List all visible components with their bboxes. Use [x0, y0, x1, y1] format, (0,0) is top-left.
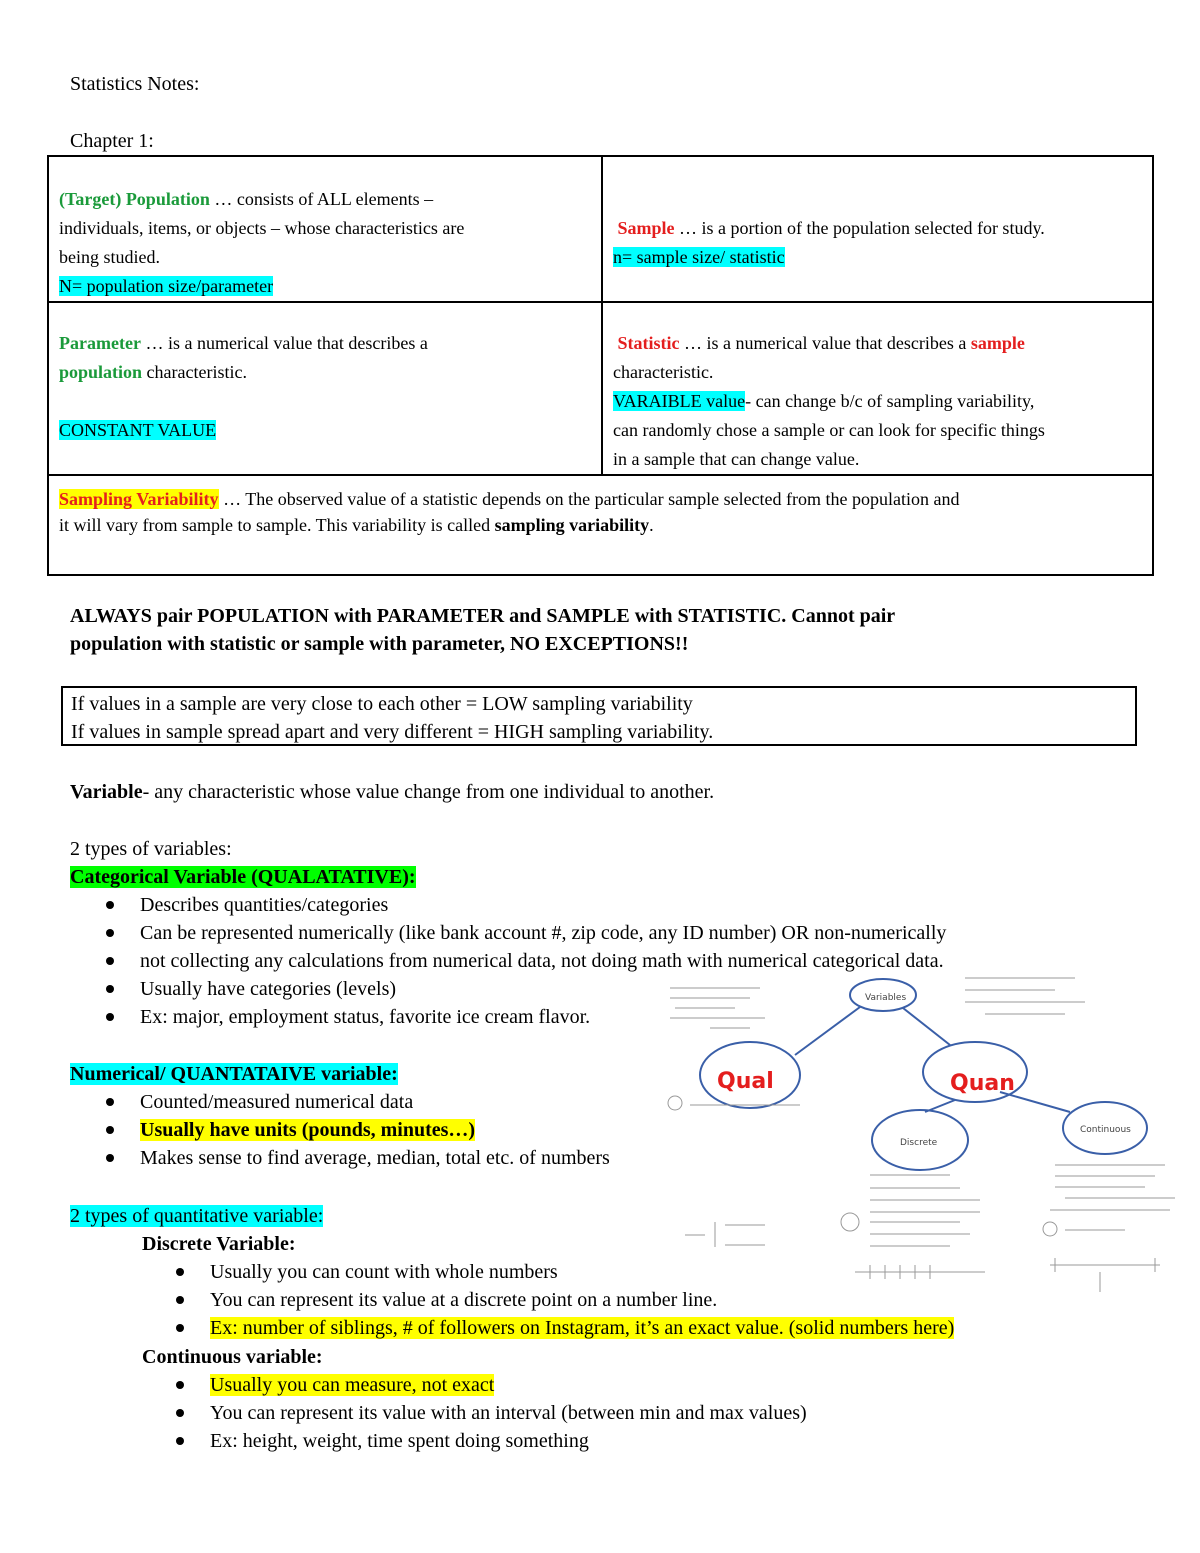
- list-item: You can represent its value with an interval (between min and max values): [140, 1399, 1140, 1427]
- highlighted-item: Ex: number of siblings, # of followers on Instagram, it’s an exact value. (solid numbers here): [210, 1317, 955, 1339]
- list-item: Usually have categories (levels): [70, 975, 1170, 1003]
- list-item: Can be represented numerically (like bank account #, zip code, any ID number) OR non-numerically: [70, 919, 1170, 947]
- variable-definition: [70, 778, 714, 806]
- quant-types-heading: [70, 1202, 323, 1230]
- sampling-variability-term: Sampling Variability: [59, 489, 219, 509]
- numerical-list: [70, 1088, 710, 1172]
- always-line-1: ALWAYS pair POPULATION with PARAMETER and SAMPLE with STATISTIC. Cannot pair: [70, 605, 896, 627]
- highlighted-item: Usually have units (pounds, minutes…): [140, 1119, 476, 1141]
- qual-label: Qual: [717, 1069, 774, 1094]
- types-heading: 2 types of variables:: [70, 838, 232, 860]
- sv-end: .: [649, 515, 654, 535]
- population-cell: [48, 156, 602, 302]
- numerical-heading-text: Numerical/ QUANTATAIVE variable:: [70, 1063, 398, 1085]
- parameter-term: Parameter: [59, 333, 141, 353]
- list-item: Describes quantities/categories: [70, 891, 1170, 919]
- list-item: not collecting any calculations from numerical data, not doing math with numerical categorical data.: [70, 947, 1170, 975]
- variable-value: VARAIBLE value: [613, 391, 746, 411]
- box-line-1: If values in a sample are very close to each other = LOW sampling variability: [71, 693, 693, 715]
- constant-value: CONSTANT VALUE: [59, 420, 217, 440]
- categorical-heading-text: Categorical Variable (QUALATATIVE):: [70, 866, 416, 888]
- continuous-list: [140, 1371, 1140, 1455]
- always-pair-note: [70, 602, 895, 658]
- variable-types-diagram: [655, 960, 1200, 1320]
- statistic-def-2: characteristic.: [613, 362, 714, 382]
- sample-def: … is a portion of the population selected for study.: [674, 218, 1045, 238]
- parameter-def: … is a numerical value that describes a: [140, 333, 428, 353]
- sample-size: n= sample size/ statistic: [613, 247, 785, 267]
- sampling-variability-cell: [48, 475, 1153, 575]
- quant-types-text: 2 types of quantitative variable:: [70, 1205, 324, 1227]
- population-size: N= population size/parameter: [59, 276, 274, 296]
- sample-cell: [602, 156, 1153, 302]
- variable-value-rest: - can change b/c of sampling variability,: [745, 391, 1035, 411]
- variable-def: - any characteristic whose value change from one individual to another.: [142, 781, 715, 803]
- root-label: Variables: [865, 993, 907, 1003]
- discrete-label: Discrete: [900, 1138, 938, 1148]
- definitions-table: [47, 155, 1154, 576]
- variable-line-3: in a sample that can change value.: [613, 449, 860, 469]
- highlighted-item: Usually you can measure, not exact: [210, 1374, 495, 1396]
- chapter-heading: Chapter 1:: [70, 130, 154, 152]
- statistic-def: … is a numerical value that describes a: [679, 333, 971, 353]
- parameter-population-word: population: [59, 362, 143, 382]
- sv-def: … The observed value of a statistic depends on the particular sample selected from the population and: [218, 489, 960, 509]
- statistic-term: Statistic: [617, 333, 680, 353]
- population-def-3: being studied.: [59, 247, 160, 267]
- population-def: … consists of ALL elements –: [209, 189, 434, 209]
- variable-line-2: can randomly chose a sample or can look for specific things: [613, 420, 1045, 440]
- sketch-notes-icon: [668, 978, 1175, 1292]
- edge-discrete: [925, 1100, 955, 1112]
- list-item: You can represent its value at a discrete point on a number line.: [140, 1286, 1140, 1314]
- list-item: [70, 1116, 710, 1144]
- categorical-heading: [70, 863, 416, 891]
- sv-def-2: it will vary from sample to sample. This variability is called: [59, 515, 495, 535]
- statistic-sample-word: sample: [970, 333, 1025, 353]
- variable-term: Variable: [70, 781, 143, 803]
- continuous-label: Continuous: [1080, 1125, 1131, 1135]
- variability-box: [61, 686, 1137, 746]
- list-item: Ex: height, weight, time spent doing something: [140, 1427, 1140, 1455]
- numerical-heading: [70, 1060, 398, 1088]
- edge-quan: [903, 1008, 950, 1045]
- list-item: Usually you can count with whole numbers: [140, 1258, 1140, 1286]
- population-term: (Target) Population: [59, 189, 210, 209]
- list-item: Ex: major, employment status, favorite ice cream flavor.: [70, 1003, 1170, 1031]
- sv-bold: sampling variability: [494, 515, 650, 535]
- continuous-heading: Continuous variable:: [142, 1346, 323, 1368]
- parameter-cell: [48, 302, 602, 475]
- sample-term: Sample: [617, 218, 675, 238]
- statistic-cell: [602, 302, 1153, 475]
- always-line-2: population with statistic or sample with parameter, NO EXCEPTIONS!!: [70, 633, 689, 655]
- list-item: Makes sense to find average, median, total etc. of numbers: [70, 1144, 710, 1172]
- quan-label: Quan: [950, 1071, 1015, 1096]
- edge-qual: [795, 1007, 860, 1055]
- page-title: Statistics Notes:: [70, 73, 200, 95]
- list-item: [140, 1371, 1140, 1399]
- list-item: Counted/measured numerical data: [70, 1088, 710, 1116]
- discrete-heading: Discrete Variable:: [142, 1233, 296, 1255]
- population-def-2: individuals, items, or objects – whose characteristics are: [59, 218, 465, 238]
- box-line-2: If values in sample spread apart and very different = HIGH sampling variability.: [71, 721, 714, 743]
- parameter-def-2: characteristic.: [142, 362, 247, 382]
